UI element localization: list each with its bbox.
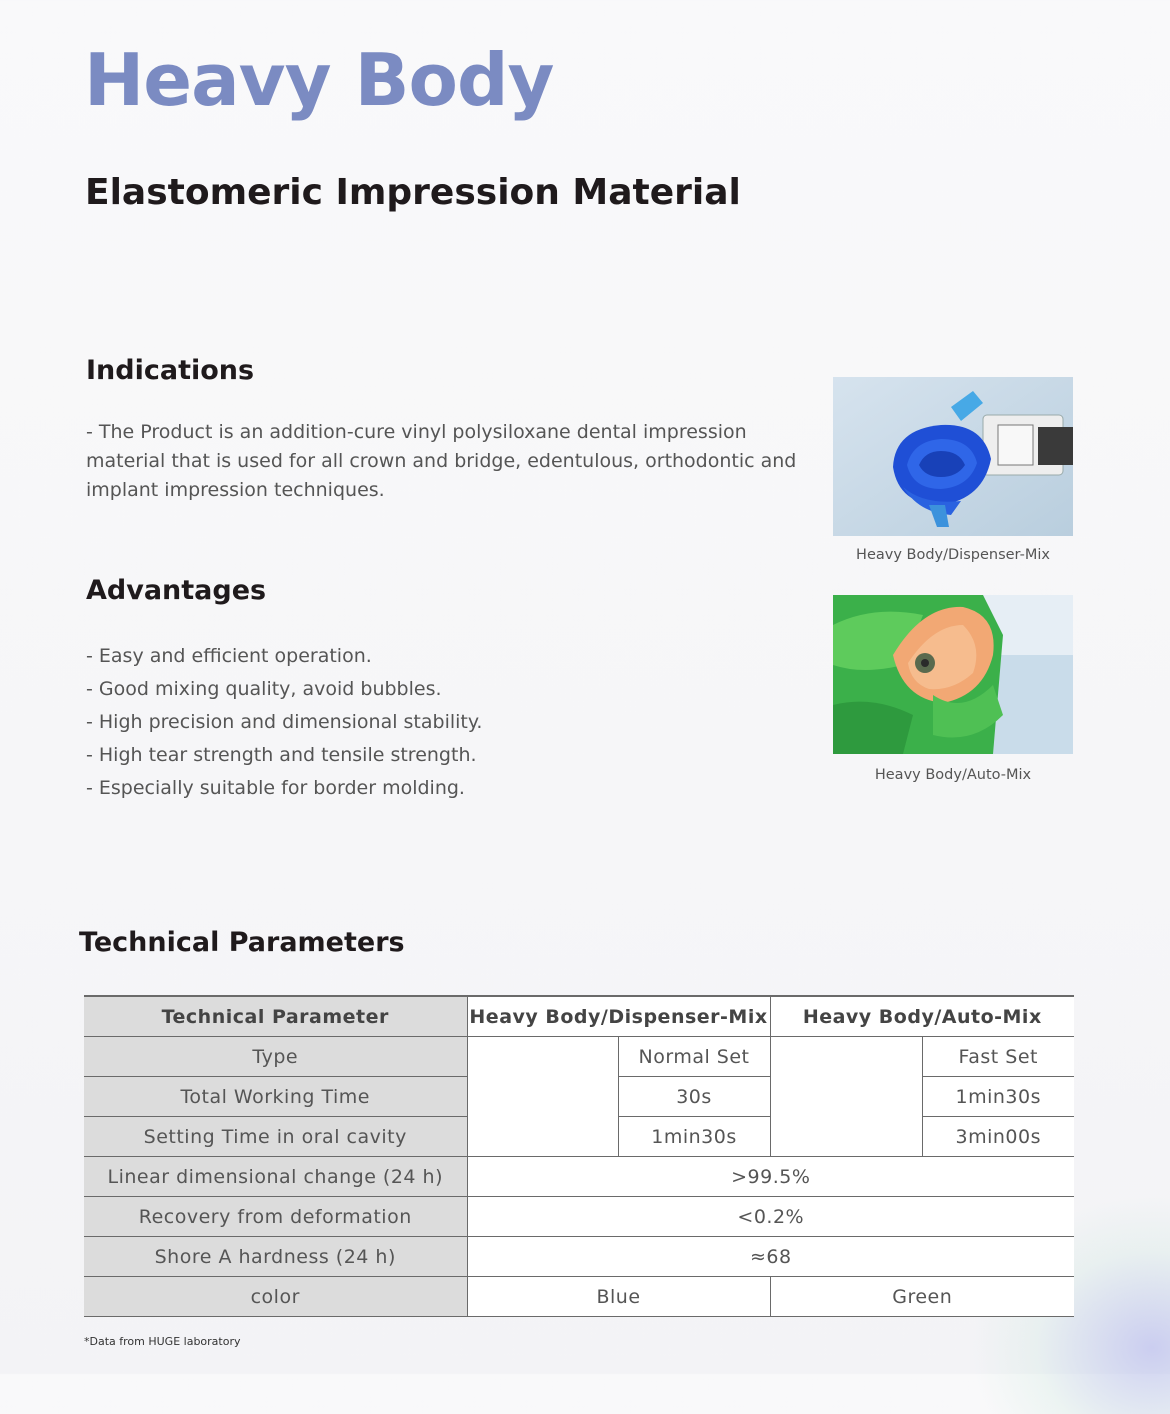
page-subtitle: Elastomeric Impression Material — [85, 172, 741, 213]
table-row — [84, 1237, 1074, 1277]
table-header-row — [84, 996, 1074, 1037]
auto-value: 3min00s — [922, 1117, 1074, 1157]
advantage-item: - High precision and dimensional stability. — [86, 711, 483, 733]
row-label: Setting Time in oral cavity — [84, 1117, 467, 1157]
advantage-item: - Easy and efficient operation. — [86, 645, 372, 667]
row-label: Shore A hardness (24 h) — [84, 1237, 467, 1277]
dispenser-mix-caption: Heavy Body/Dispenser-Mix — [856, 547, 1050, 563]
row-label: Total Working Time — [84, 1077, 467, 1117]
table-row — [84, 1197, 1074, 1237]
indications-heading: Indications — [86, 355, 255, 386]
page-title: Heavy Body — [84, 38, 554, 122]
header-auto-mix: Heavy Body/Auto-Mix — [770, 996, 1074, 1037]
auto-mix-photo — [833, 595, 1073, 754]
header-technical-parameter: Technical Parameter — [84, 996, 467, 1037]
table-row — [84, 1157, 1074, 1197]
header-dispenser-mix: Heavy Body/Dispenser-Mix — [467, 996, 770, 1037]
auto-value: Green — [770, 1277, 1074, 1317]
row-label: color — [84, 1277, 467, 1317]
table-row — [84, 1277, 1074, 1317]
technical-parameters-table — [84, 995, 1074, 1317]
dispenser-mix-photo — [833, 377, 1073, 536]
blank-cell — [467, 1037, 618, 1157]
advantage-item: - High tear strength and tensile strength. — [86, 744, 477, 766]
auto-value: Fast Set — [922, 1037, 1074, 1077]
row-label: Linear dimensional change (24 h) — [84, 1157, 467, 1197]
advantage-item: - Good mixing quality, avoid bubbles. — [86, 678, 442, 700]
shared-value: >99.5% — [467, 1157, 1074, 1197]
auto-value: 1min30s — [922, 1077, 1074, 1117]
dispenser-value: Normal Set — [618, 1037, 770, 1077]
shared-value: ≈68 — [467, 1237, 1074, 1277]
dispenser-value: Blue — [467, 1277, 770, 1317]
indications-text: - The Product is an addition-cure vinyl polysiloxane dental impression material that is used for all crown and bridge, edentulous, orthodontic and implant impression techniques. — [86, 421, 797, 501]
table-row — [84, 1037, 1074, 1077]
footnote: *Data from HUGE laboratory — [84, 1335, 241, 1348]
auto-mix-caption: Heavy Body/Auto-Mix — [874, 767, 1032, 783]
blank-cell — [770, 1037, 922, 1157]
technical-heading: Technical Parameters — [79, 927, 405, 958]
row-label: Recovery from deformation — [84, 1197, 467, 1237]
shared-value: <0.2% — [467, 1197, 1074, 1237]
advantages-list — [86, 640, 482, 805]
dispenser-value: 1min30s — [618, 1117, 770, 1157]
dispenser-value: 30s — [618, 1077, 770, 1117]
row-label: Type — [84, 1037, 467, 1077]
advantages-heading: Advantages — [86, 575, 267, 606]
advantage-item: - Especially suitable for border molding. — [86, 777, 465, 799]
